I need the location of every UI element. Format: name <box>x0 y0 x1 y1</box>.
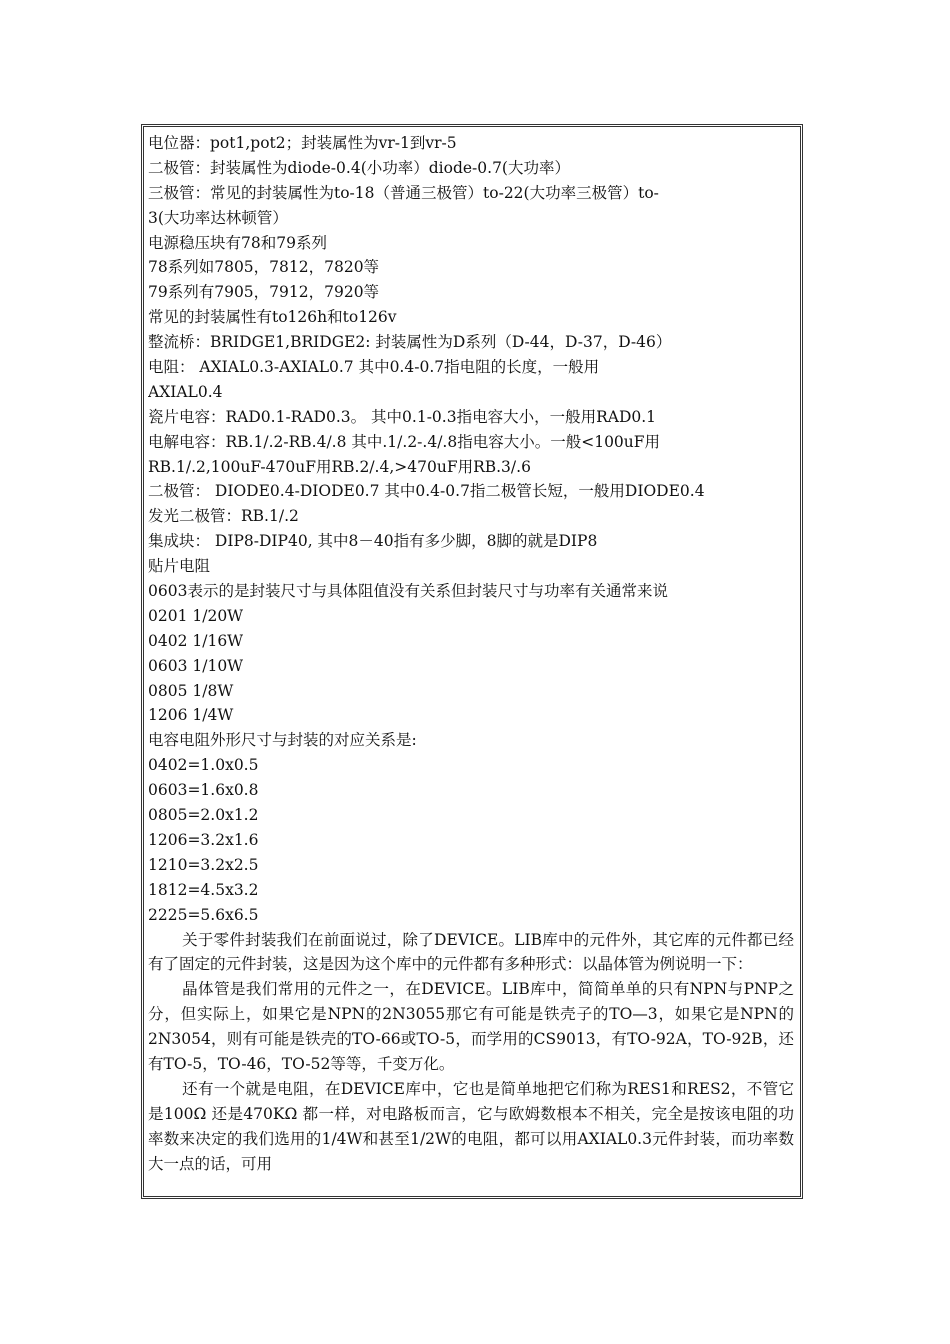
text-line: 0805=2.0x1.2 <box>148 806 259 825</box>
text-line: 78系列如7805，7812，7820等 <box>148 258 380 277</box>
text-line: 电阻： AXIAL0.3-AXIAL0.7 其中0.4-0.7指电阻的长度，一般用 <box>148 358 600 377</box>
text-line: RB.1/.2,100uF-470uF用RB.2/.4,>470uF用RB.3/.6 <box>148 457 531 476</box>
paragraph: 还有一个就是电阻，在DEVICE库中，它也是简单地把它们称为RES1和RES2，不管它是100Ω 还是470KΩ 都一样，对电路板而言，它与欧姆数根本不相关，完全是按该电阻的功率数来决定的我们选用的1/4W和甚至1/2W的电阻，都可以用AXIAL0.3元件封装，而功率数大一点的话，可用 <box>148 1079 794 1173</box>
text-line: 三极管：常见的封装属性为to-18（普通三极管）to-22(大功率三极管）to- <box>148 183 659 202</box>
text-line: 电解电容：RB.1/.2-RB.4/.8 其中.1/.2-.4/.8指电容大小。一般<100uF用 <box>148 432 661 451</box>
text-line: 3(大功率达林顿管） <box>148 208 288 227</box>
text-line: AXIAL0.4 <box>148 382 223 401</box>
text-line: 二极管： DIODE0.4-DIODE0.7 其中0.4-0.7指二极管长短，一般用DIODE0.4 <box>148 482 705 501</box>
text-line: 贴片电阻 <box>148 557 211 576</box>
text-line: 常见的封装属性有to126h和to126v <box>148 308 397 327</box>
paragraph: 晶体管是我们常用的元件之一，在DEVICE。LIB库中，简简单单的只有NPN与PNP之分，但实际上，如果它是NPN的2N3055那它有可能是铁壳子的TO—3，如果它是NPN的2N3054，则有可能是铁壳的TO-66或TO-5，而学用的CS9013，有TO-92A，TO-92B，还有TO-5，TO-46，TO-52等等，千变万化。 <box>148 980 794 1074</box>
text-line: 整流桥：BRIDGE1,BRIDGE2: 封装属性为D系列（D-44，D-37，D-46） <box>148 333 672 352</box>
text-line: 1812=4.5x3.2 <box>148 880 259 899</box>
text-line: 0402=1.0x0.5 <box>148 756 259 775</box>
text-line: 发光二极管：RB.1/.2 <box>148 507 299 526</box>
document-frame <box>141 124 803 1199</box>
text-line: 0603=1.6x0.8 <box>148 781 259 800</box>
text-line: 电源稳压块有78和79系列 <box>148 233 327 252</box>
text-line: 0603表示的是封装尺寸与具体阻值没有关系但封装尺寸与功率有关通常来说 <box>148 582 668 601</box>
text-line: 电位器：pot1,pot2；封装属性为vr-1到vr-5 <box>148 134 457 152</box>
text-line: 1206=3.2x1.6 <box>148 830 259 849</box>
text-line: 79系列有7905，7912，7920等 <box>148 283 380 302</box>
text-line: 集成块： DIP8-DIP40, 其中8－40指有多少脚，8脚的就是DIP8 <box>148 532 598 551</box>
text-line: 2225=5.6x6.5 <box>148 905 259 924</box>
paragraph: 关于零件封装我们在前面说过，除了DEVICE。LIB库中的元件外，其它库的元件都已经有了固定的元件封装，这是因为这个库中的元件都有多种形式：以晶体管为例说明一下： <box>148 930 794 974</box>
text-line: 二极管：封装属性为diode-0.4(小功率）diode-0.7(大功率） <box>148 158 570 177</box>
text-line: 1210=3.2x2.5 <box>148 855 259 874</box>
text-line: 电容电阻外形尺寸与封装的对应关系是: <box>148 731 417 750</box>
text-line: 0201 1/20W <box>148 606 244 625</box>
document-body <box>148 131 794 1190</box>
text-line: 1206 1/4W <box>148 706 234 725</box>
text-line: 0603 1/10W <box>148 656 244 675</box>
text-line: 0402 1/16W <box>148 631 244 650</box>
text-line: 0805 1/8W <box>148 681 234 700</box>
text-line: 瓷片电容：RAD0.1-RAD0.3。 其中0.1-0.3指电容大小，一般用RAD0.1 <box>148 407 657 426</box>
